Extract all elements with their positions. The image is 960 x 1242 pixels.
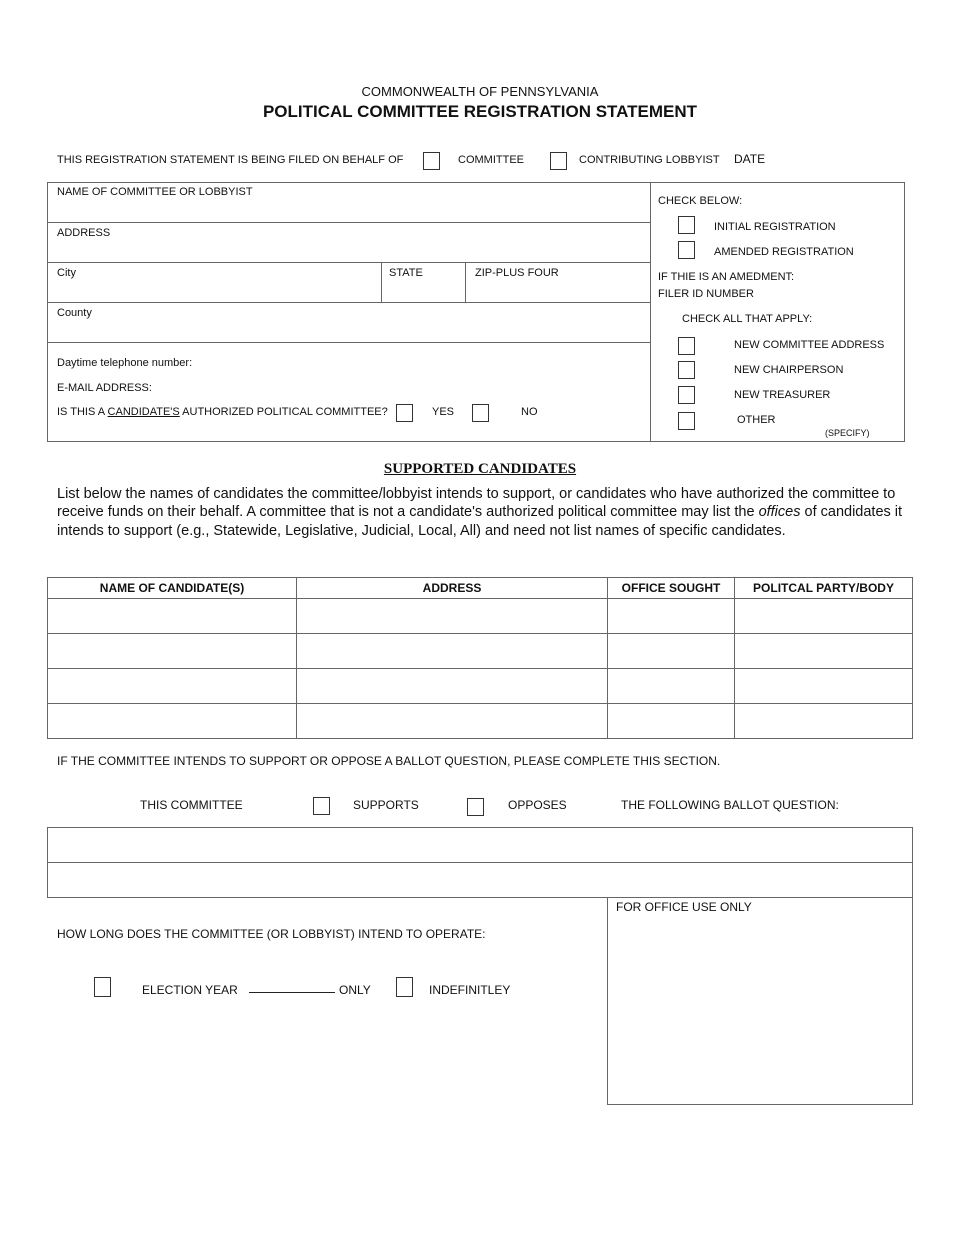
table-cell[interactable] — [297, 634, 608, 669]
table-cell[interactable] — [48, 704, 297, 739]
committee-checkbox[interactable] — [423, 152, 440, 170]
no-checkbox[interactable] — [472, 404, 489, 422]
question-text: CANDIDATE'S — [107, 406, 180, 418]
instructions-text: offices — [758, 504, 801, 521]
amended-label: AMENDED REGISTRATION — [714, 246, 854, 258]
table-cell[interactable] — [735, 634, 913, 669]
operate-question: HOW LONG DOES THE COMMITTEE (OR LOBBYIST) INTEND TO OPERATE: — [57, 927, 486, 941]
date-label: DATE — [734, 152, 766, 166]
table-cell[interactable] — [735, 704, 913, 739]
table-row — [48, 599, 913, 634]
table-cell[interactable] — [735, 599, 913, 634]
new-address-checkbox[interactable] — [678, 337, 695, 355]
phone-label: Daytime telephone number: — [57, 357, 193, 369]
divider — [47, 342, 650, 343]
table-cell[interactable] — [297, 669, 608, 704]
lobbyist-checkbox[interactable] — [550, 152, 567, 170]
filer-id-label: FILER ID NUMBER — [658, 288, 754, 300]
new-treasurer-label: NEW TREASURER — [734, 389, 831, 401]
divider — [47, 262, 650, 263]
amendment-label: IF THIE IS AN AMEDMENT: — [658, 271, 795, 282]
question-text: AUTHORIZED POLITICAL COMMITTEE? — [179, 406, 388, 418]
instructions-text: List below the names of candidates the committee/lobbyist intends to support, or candidates who have authorized the committee to receive funds on their behalf. A committee that is not a candidate's authorized political committee may list the — [57, 486, 896, 521]
specify-label: (SPECIFY) — [825, 428, 870, 438]
page-title: POLITICAL COMMITTEE REGISTRATION STATEMENT — [262, 102, 698, 121]
check-all-label: CHECK ALL THAT APPLY: — [682, 313, 813, 325]
no-label: NO — [521, 406, 538, 418]
zip-label: ZIP-PLUS FOUR — [475, 267, 559, 279]
lobbyist-label: CONTRIBUTING LOBBYIST — [579, 154, 720, 166]
table-cell[interactable] — [297, 599, 608, 634]
column-header: ADDRESS — [297, 578, 608, 599]
new-treasurer-checkbox[interactable] — [678, 386, 695, 404]
divider — [381, 262, 382, 302]
opposes-checkbox[interactable] — [467, 798, 484, 816]
other-checkbox[interactable] — [678, 412, 695, 430]
new-address-label: NEW COMMITTEE ADDRESS — [734, 339, 885, 351]
instructions-text: of candidates it intends to support (e.g., Statewide, Legislative, Judicial, Local, All) and need not list names of specific candidates. — [57, 504, 903, 539]
candidates-heading: SUPPORTED CANDIDATES — [383, 461, 577, 477]
ballot-question-label: THE FOLLOWING BALLOT QUESTION: — [621, 798, 839, 812]
table-row — [48, 634, 913, 669]
question-text: IS THIS A — [57, 406, 108, 418]
table-cell[interactable] — [48, 669, 297, 704]
election-year-input-line[interactable] — [249, 992, 335, 993]
divider — [465, 262, 466, 302]
filing-label: THIS REGISTRATION STATEMENT IS BEING FILED ON BEHALF OF — [57, 154, 404, 166]
table-cell[interactable] — [608, 704, 735, 739]
this-committee-label: THIS COMMITTEE — [140, 798, 243, 812]
city-label: City — [57, 267, 76, 279]
new-chair-checkbox[interactable] — [678, 361, 695, 379]
address-label: ADDRESS — [57, 227, 111, 239]
org-name: COMMONWEALTH OF PENNSYLVANIA — [361, 84, 599, 99]
divider — [650, 182, 651, 442]
table-cell[interactable] — [297, 704, 608, 739]
name-label: NAME OF COMMITTEE OR LOBBYIST — [57, 186, 253, 198]
table-header — [48, 578, 913, 599]
yes-label: YES — [432, 406, 455, 418]
office-use-box — [607, 897, 913, 1105]
check-below-label: CHECK BELOW: — [658, 195, 743, 207]
indefinitely-label: INDEFINITLEY — [429, 983, 511, 997]
table-cell[interactable] — [48, 599, 297, 634]
ballot-intro: IF THE COMMITTEE INTENDS TO SUPPORT OR OPPOSE A BALLOT QUESTION, PLEASE COMPLETE THIS SECTION. — [57, 754, 721, 768]
table-cell[interactable] — [735, 669, 913, 704]
column-header: NAME OF CANDIDATE(S) — [48, 578, 297, 599]
table-cell[interactable] — [608, 599, 735, 634]
email-label: E-MAIL ADDRESS: — [57, 382, 152, 394]
yes-checkbox[interactable] — [396, 404, 413, 422]
supports-checkbox[interactable] — [313, 797, 330, 815]
address-field[interactable] — [48, 223, 650, 262]
opposes-label: OPPOSES — [508, 798, 567, 812]
amended-checkbox[interactable] — [678, 241, 695, 259]
only-label: ONLY — [339, 983, 371, 997]
divider — [47, 302, 650, 303]
ballot-question-line-1[interactable] — [48, 828, 912, 862]
table-cell[interactable] — [608, 669, 735, 704]
county-label: County — [57, 307, 92, 319]
election-year-label: ELECTION YEAR — [142, 983, 238, 997]
indefinitely-checkbox[interactable] — [396, 977, 413, 997]
column-header: POLITCAL PARTY/BODY — [735, 578, 913, 599]
supports-label: SUPPORTS — [353, 798, 419, 812]
table-cell[interactable] — [48, 634, 297, 669]
other-label: OTHER — [737, 414, 776, 426]
candidate-question — [57, 406, 388, 419]
office-use-label: FOR OFFICE USE ONLY — [616, 900, 752, 914]
election-year-checkbox[interactable] — [94, 977, 111, 997]
candidates-instructions — [57, 485, 907, 540]
table-row — [48, 669, 913, 704]
table-cell[interactable] — [608, 634, 735, 669]
state-label: STATE — [389, 267, 423, 279]
committee-label: COMMITTEE — [458, 154, 524, 166]
new-chair-label: NEW CHAIRPERSON — [734, 364, 844, 376]
candidates-table — [47, 577, 913, 739]
column-header: OFFICE SOUGHT — [608, 578, 735, 599]
initial-checkbox[interactable] — [678, 216, 695, 234]
table-row — [48, 704, 913, 739]
ballot-question-line-2[interactable] — [48, 863, 912, 897]
initial-label: INITIAL REGISTRATION — [714, 221, 836, 233]
